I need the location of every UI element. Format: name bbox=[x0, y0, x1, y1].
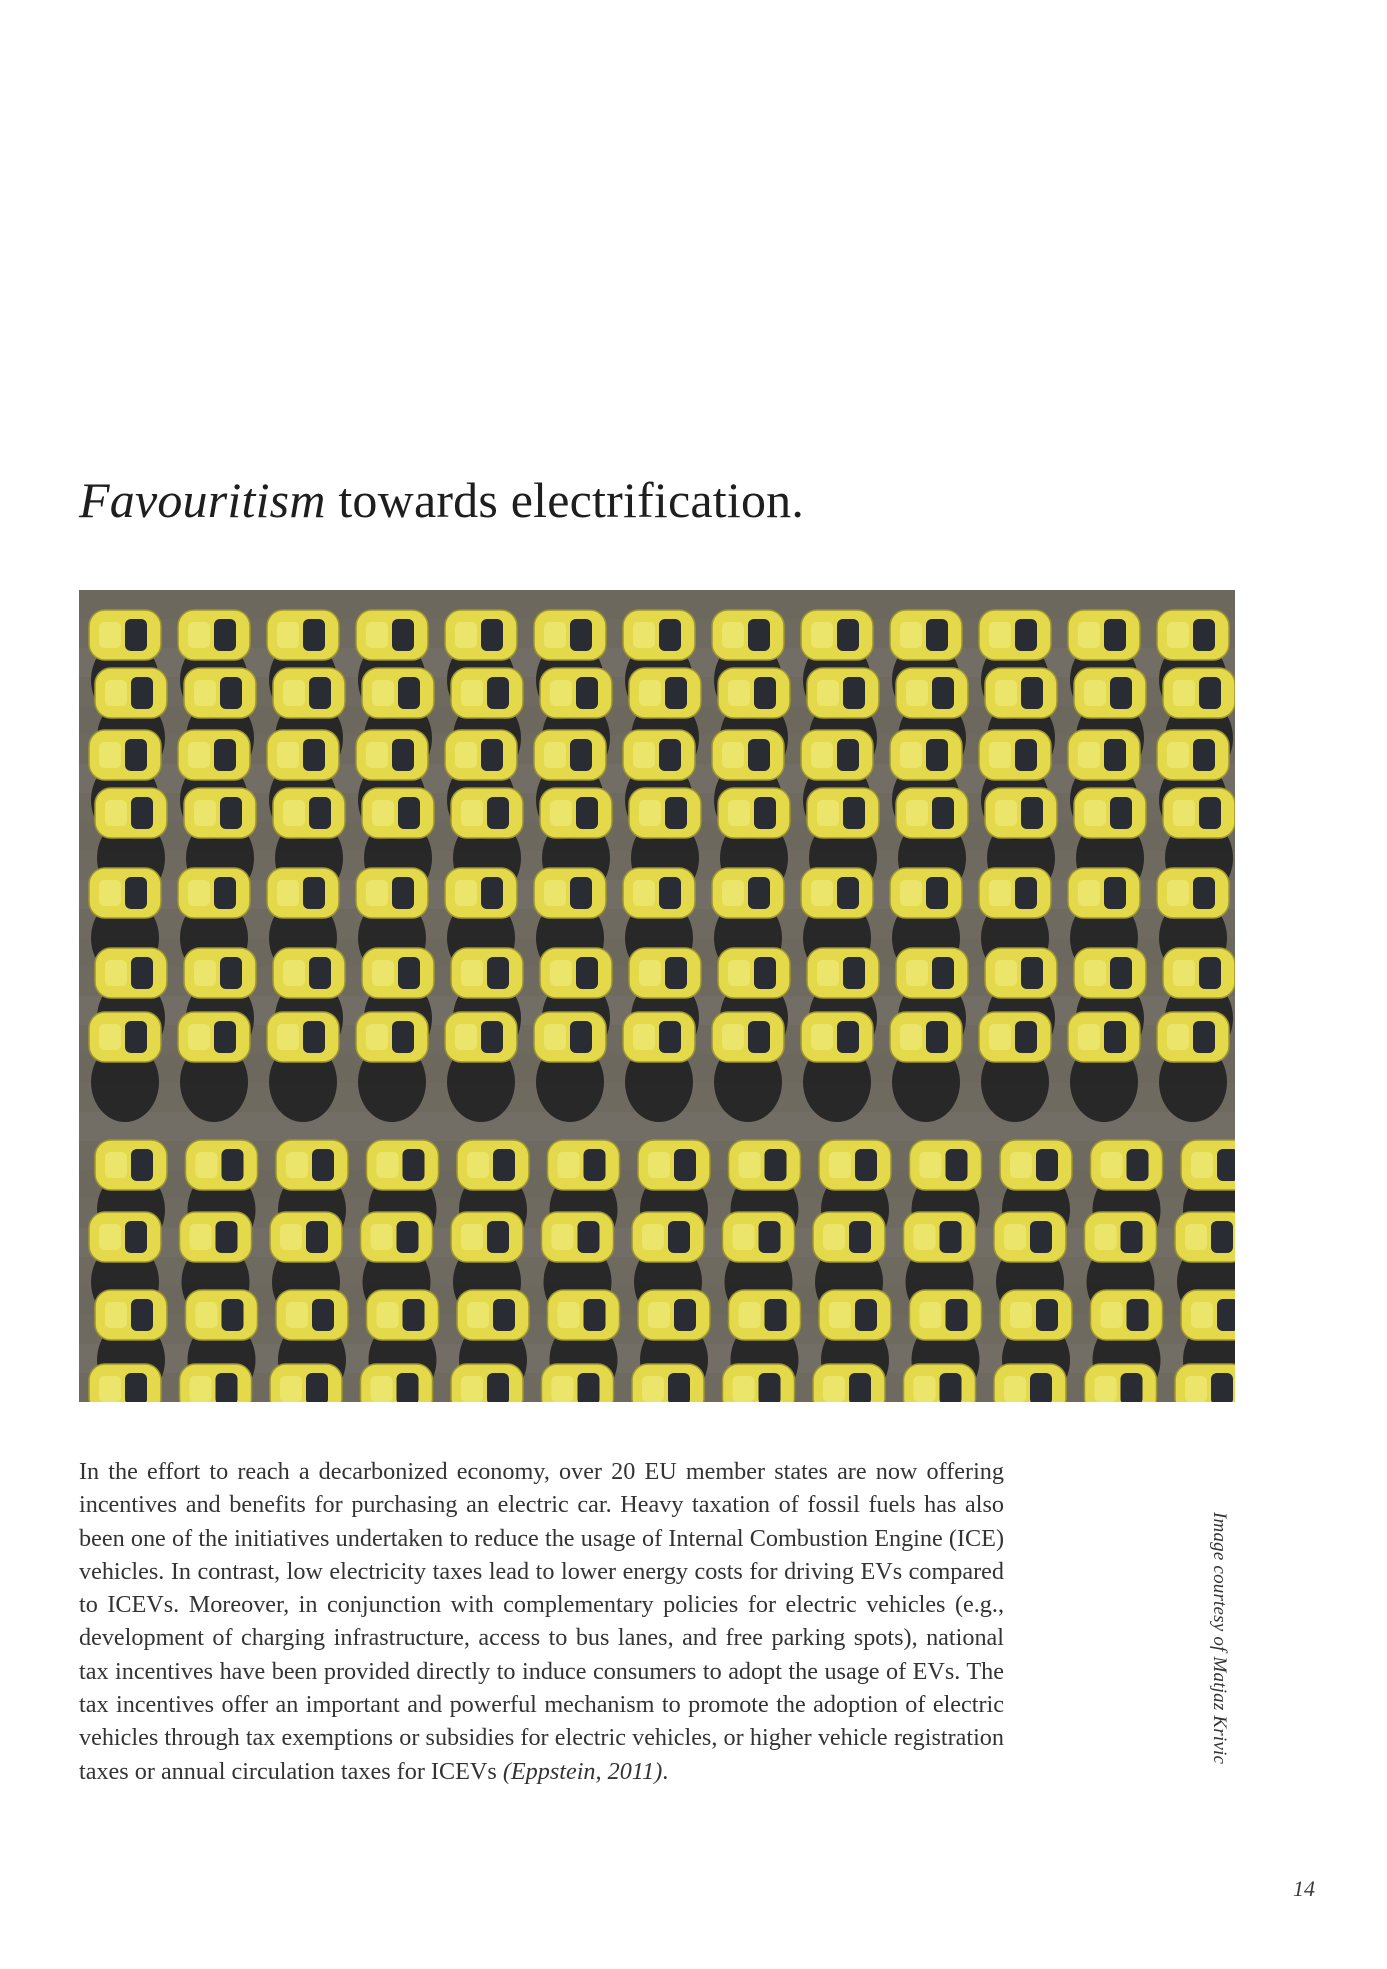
parked-car bbox=[542, 1364, 614, 1402]
heading-rest: towards electrification. bbox=[325, 472, 805, 528]
parked-car bbox=[534, 1012, 606, 1122]
page-heading bbox=[79, 470, 804, 530]
body-paragraph bbox=[79, 1455, 1004, 1788]
parked-car bbox=[267, 1012, 339, 1122]
parking-lot-illustration bbox=[79, 590, 1235, 1402]
parked-car bbox=[723, 1364, 795, 1402]
parked-car bbox=[904, 1364, 976, 1402]
body-text-end: . bbox=[662, 1757, 669, 1785]
body-citation: (Eppstein, 2011) bbox=[502, 1757, 663, 1785]
parked-car bbox=[890, 1012, 962, 1122]
parked-car bbox=[270, 1364, 342, 1402]
parked-car bbox=[1068, 1012, 1140, 1122]
parked-car bbox=[632, 1364, 704, 1402]
parked-car bbox=[180, 1364, 252, 1402]
parked-car bbox=[451, 1364, 523, 1402]
parked-car bbox=[623, 1012, 695, 1122]
parked-car bbox=[356, 1012, 428, 1122]
body-text-main: In the effort to reach a decarbonized economy, over 20 EU member states are now offering incentives and benefits for purchasing an electric car. Heavy taxation of fossil fuels has also been one of the initiatives undertaken to reduce the usage of Internal Combustion Engine (ICE) vehicles. In contrast, low electricity taxes lead to lower energy costs for driving EVs compared to ICEVs. Moreover, in conjunction with complementary policies for electric vehicles (e.g., development of charging infrastructure, access to bus lanes, and free parking spots), national tax incentives have been provided directly to induce consumers to adopt the usage of EVs. The tax incentives offer an important and powerful mechanism to promote the adoption of electric vehicles through tax exemptions or subsidies for electric vehicles, or higher vehicle registration taxes or annual circulation taxes for ICEVs bbox=[79, 1458, 1004, 1785]
image-credit: Image courtesy of Matjaz Krivic bbox=[1209, 1512, 1230, 1765]
heading-emphasis: Favouritism bbox=[79, 472, 326, 528]
page-number: 14 bbox=[1293, 1876, 1315, 1901]
parked-car bbox=[801, 1012, 873, 1122]
parked-car bbox=[1175, 1364, 1235, 1402]
parked-car bbox=[178, 1012, 250, 1122]
parked-car bbox=[813, 1364, 885, 1402]
parked-car bbox=[89, 1012, 161, 1122]
parked-car bbox=[1157, 1012, 1229, 1122]
parked-car bbox=[89, 1364, 161, 1402]
parked-car bbox=[994, 1364, 1066, 1402]
parked-car bbox=[361, 1364, 433, 1402]
parked-car bbox=[445, 1012, 517, 1122]
parked-car bbox=[712, 1012, 784, 1122]
parked-car bbox=[1085, 1364, 1157, 1402]
aerial-photo-yellow-cars bbox=[79, 590, 1235, 1402]
parked-car bbox=[979, 1012, 1051, 1122]
